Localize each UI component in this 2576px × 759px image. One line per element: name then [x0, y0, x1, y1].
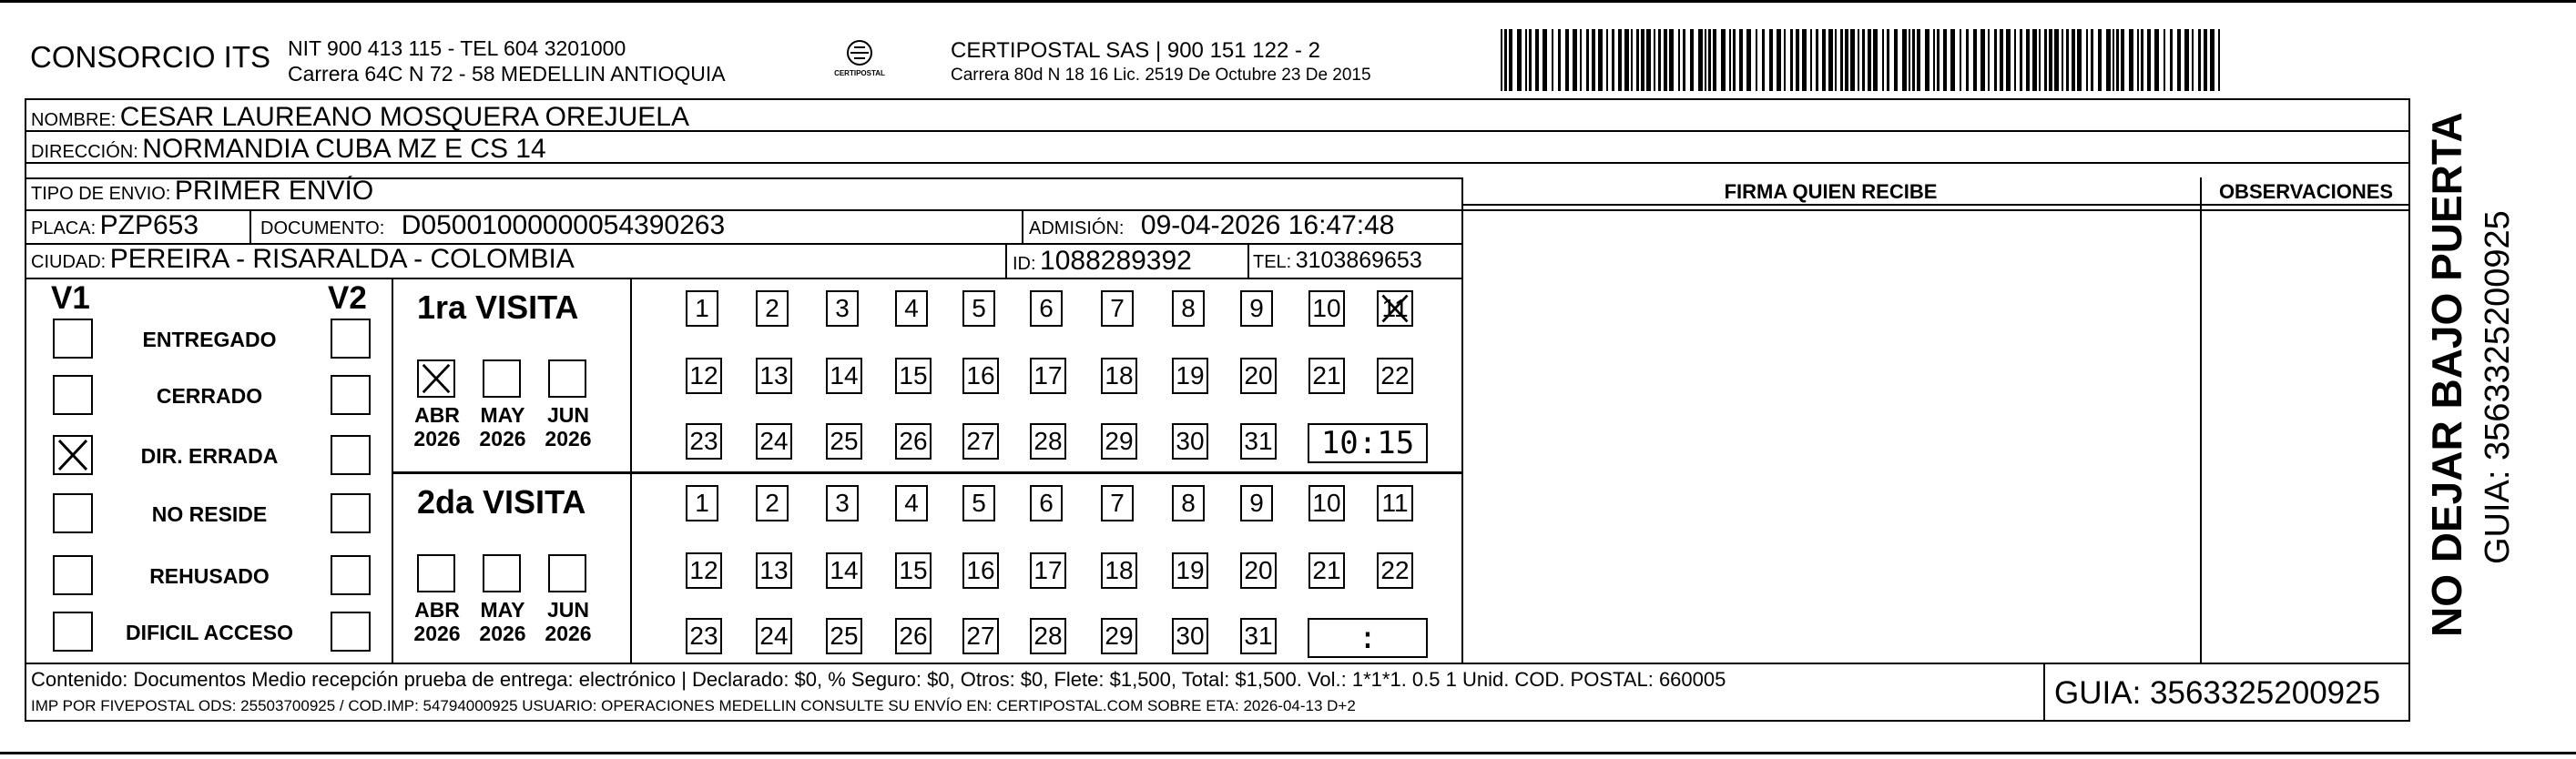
day-box[interactable]: 1 [686, 290, 718, 327]
day-box[interactable]: 5 [962, 485, 995, 521]
month-year: 2026 [545, 622, 592, 645]
month-name: JUN [546, 598, 589, 622]
visit-title: 1ra VISITA [417, 288, 579, 326]
footer-imp: IMP POR FIVEPOSTAL ODS: 25503700925 / COD.IMP: 54794000925 USUARIO: OPERACIONES MEDELLIN CONSULTE SU ENVÍO EN: CERTIPOSTAL.COM SOBRE ETA: 2026-04-13 D+2 [31, 697, 1356, 714]
day-box[interactable]: 7 [1101, 485, 1134, 521]
certipostal-logo [832, 36, 887, 86]
day-box[interactable]: 14 [826, 358, 862, 394]
v1-header: V1 [51, 280, 90, 316]
status-v2-checkbox[interactable] [331, 555, 371, 595]
day-box[interactable]: 1 [686, 485, 718, 521]
status-label: ENTREGADO [142, 328, 277, 351]
day-box[interactable]: 31 [1240, 423, 1277, 460]
day-box[interactable]: 18 [1101, 358, 1137, 394]
day-box[interactable]: 11 [1377, 485, 1413, 521]
day-box[interactable]: 4 [895, 290, 928, 327]
admision-value: 09-04-2026 16:47:48 [1140, 210, 1395, 240]
day-box[interactable]: 2 [756, 290, 789, 327]
day-box[interactable]: 21 [1308, 552, 1345, 589]
visit-time-box[interactable]: 10:15 [1308, 423, 1428, 463]
ciudad-row [31, 244, 575, 275]
day-box[interactable]: 20 [1240, 552, 1277, 589]
ciudad-label: CIUDAD: [31, 252, 107, 272]
side-warning: NO DEJAR BAJO PUERTA [2423, 112, 2470, 637]
day-box[interactable]: 15 [895, 358, 932, 394]
day-box[interactable]: 26 [895, 618, 932, 654]
day-box[interactable]: 22 [1377, 358, 1413, 394]
day-box[interactable]: 30 [1172, 423, 1208, 460]
day-box[interactable]: 24 [756, 618, 792, 654]
status-v1-checkbox[interactable] [53, 612, 93, 652]
top-border [0, 0, 2576, 3]
day-box[interactable]: 6 [1030, 485, 1063, 521]
status-v1-checkbox[interactable] [53, 375, 93, 415]
admision-label: ADMISIÓN: [1029, 218, 1125, 238]
month-checkbox[interactable] [483, 554, 521, 592]
tel-label: TEL: [1253, 252, 1292, 272]
documento-row [260, 210, 725, 241]
bottom-border [0, 752, 2576, 754]
documento-value: D05001000000054390263 [401, 210, 726, 240]
company-name: CONSORCIO ITS [30, 40, 271, 74]
nombre-label: NOMBRE: [31, 110, 117, 130]
month-name: MAY [480, 403, 525, 427]
direccion-value: NORMANDIA CUBA MZ E CS 14 [142, 134, 546, 164]
month-checkbox[interactable] [417, 554, 455, 592]
day-box[interactable]: 19 [1172, 552, 1208, 589]
day-box[interactable]: 17 [1030, 358, 1066, 394]
month-year: 2026 [479, 427, 526, 450]
month-name: JUN [546, 403, 589, 427]
day-box[interactable]: 30 [1172, 618, 1208, 654]
carrier-address: Carrera 80d N 18 16 Lic. 2519 De Octubre 23 De 2015 [951, 66, 1371, 85]
nombre-value: CESAR LAUREANO MOSQUERA OREJUELA [119, 102, 689, 132]
month-year: 2026 [545, 427, 592, 450]
day-box[interactable]: 28 [1030, 423, 1066, 460]
tipo-value: PRIMER ENVÍO [174, 176, 374, 206]
day-box[interactable]: 23 [686, 423, 722, 460]
day-box[interactable]: 27 [962, 618, 999, 654]
month-checkbox[interactable] [548, 359, 586, 398]
side-guia: GUIA: 3563325200925 [2479, 210, 2517, 564]
tel-value: 3103869653 [1295, 248, 1422, 273]
day-box[interactable]: 26 [895, 423, 932, 460]
status-label: REHUSADO [149, 564, 270, 588]
status-v1-checkbox[interactable] [53, 493, 93, 533]
firma-header: FIRMA QUIEN RECIBE [1724, 180, 1938, 203]
day-box[interactable]: 4 [895, 485, 928, 521]
month-label [477, 403, 528, 450]
day-box[interactable]: 21 [1308, 358, 1345, 394]
nombre-row [31, 102, 689, 133]
id-value: 1088289392 [1040, 246, 1192, 276]
status-v1-checkbox[interactable] [53, 435, 93, 475]
month-year: 2026 [413, 427, 461, 450]
day-box[interactable]: 15 [895, 552, 932, 589]
month-label [477, 598, 528, 645]
day-box[interactable]: 25 [826, 423, 862, 460]
ciudad-value: PEREIRA - RISARALDA - COLOMBIA [109, 244, 575, 274]
day-box[interactable]: 13 [756, 552, 792, 589]
day-box[interactable]: 25 [826, 618, 862, 654]
day-box[interactable]: 17 [1030, 552, 1066, 589]
carrier-name: CERTIPOSTAL SAS | 900 151 122 - 2 [951, 38, 1320, 63]
status-v1-checkbox[interactable] [53, 319, 93, 359]
status-label: DIFICIL ACCESO [125, 621, 293, 644]
month-checkbox[interactable] [483, 359, 521, 398]
month-year: 2026 [413, 622, 461, 645]
day-box[interactable]: 8 [1172, 485, 1205, 521]
placa-row [31, 210, 199, 241]
day-box[interactable]: 3 [826, 290, 859, 327]
day-box[interactable]: 16 [962, 552, 999, 589]
day-box[interactable]: 23 [686, 618, 722, 654]
day-box[interactable]: 5 [962, 290, 995, 327]
placa-label: PLACA: [31, 218, 97, 238]
month-label [412, 403, 463, 450]
day-box[interactable]: 13 [756, 358, 792, 394]
day-box[interactable]: 6 [1030, 290, 1063, 327]
visit-time-box[interactable]: : [1308, 618, 1428, 658]
day-box[interactable]: 29 [1101, 423, 1137, 460]
day-box[interactable]: 12 [686, 552, 722, 589]
status-v2-checkbox[interactable] [331, 435, 371, 475]
day-box[interactable]: 16 [962, 358, 999, 394]
month-label [412, 598, 463, 645]
status-label: NO RESIDE [151, 502, 268, 526]
footer-contenido: Contenido: Documentos Medio recepción prueba de entrega: electrónico | Declarado: $0, % Seguro: $0, Otros: $0, Flete: $1,500, Total: $1,500. Vol.: 1*1*1. 0.5 1 Unid. COD. POSTAL: 660005 [31, 668, 1726, 691]
status-v2-checkbox[interactable] [331, 493, 371, 533]
company-nit: NIT 900 413 115 - TEL 604 3201000 [288, 36, 626, 60]
month-label [543, 598, 594, 645]
day-box[interactable]: 10 [1308, 290, 1345, 327]
day-box[interactable]: 12 [686, 358, 722, 394]
status-label: DIR. ERRADA [140, 444, 279, 468]
day-box[interactable]: 14 [826, 552, 862, 589]
day-box[interactable]: 22 [1377, 552, 1413, 589]
barcode [1501, 29, 2229, 91]
day-box[interactable]: 11 [1377, 290, 1413, 327]
month-year: 2026 [479, 622, 526, 645]
company-address: Carrera 64C N 72 - 58 MEDELLIN ANTIOQUIA [288, 62, 726, 86]
status-v2-checkbox[interactable] [331, 612, 371, 652]
month-checkbox[interactable] [548, 554, 586, 592]
month-name: ABR [414, 403, 460, 427]
visit-title: 2da VISITA [417, 483, 586, 521]
direccion-row [31, 134, 546, 165]
day-box[interactable]: 9 [1240, 485, 1273, 521]
month-name: ABR [414, 598, 460, 622]
month-label [543, 403, 594, 450]
day-box[interactable]: 10 [1308, 485, 1345, 521]
day-box[interactable]: 28 [1030, 618, 1066, 654]
status-v1-checkbox[interactable] [53, 555, 93, 595]
status-label: CERRADO [156, 384, 263, 408]
logo-text: CERTIPOSTAL [834, 69, 885, 77]
day-box[interactable]: 27 [962, 423, 999, 460]
day-box[interactable]: 31 [1240, 618, 1277, 654]
status-v2-checkbox[interactable] [331, 375, 371, 415]
status-v2-checkbox[interactable] [331, 319, 371, 359]
day-box[interactable]: 24 [756, 423, 792, 460]
tel-row [1253, 248, 1422, 274]
footer-guia: GUIA: 3563325200925 [2054, 675, 2381, 711]
id-row [1013, 246, 1192, 277]
tipo-label: TIPO DE ENVIO: [31, 184, 171, 204]
documento-label: DOCUMENTO: [260, 218, 385, 238]
day-box[interactable]: 8 [1172, 290, 1205, 327]
id-label: ID: [1013, 254, 1036, 274]
day-box[interactable]: 3 [826, 485, 859, 521]
day-box[interactable]: 9 [1240, 290, 1273, 327]
month-name: MAY [480, 598, 525, 622]
day-box[interactable]: 29 [1101, 618, 1137, 654]
day-box[interactable]: 20 [1240, 358, 1277, 394]
month-checkbox[interactable] [417, 359, 455, 398]
direccion-label: DIRECCIÓN: [31, 142, 138, 162]
observaciones-header: OBSERVACIONES [2218, 180, 2394, 203]
day-box[interactable]: 18 [1101, 552, 1137, 589]
day-box[interactable]: 2 [756, 485, 789, 521]
placa-value: PZP653 [99, 210, 199, 240]
day-box[interactable]: 7 [1101, 290, 1134, 327]
admision-row [1029, 210, 1394, 241]
tipo-row [31, 176, 373, 207]
v2-header: V2 [328, 280, 367, 316]
day-box[interactable]: 19 [1172, 358, 1208, 394]
